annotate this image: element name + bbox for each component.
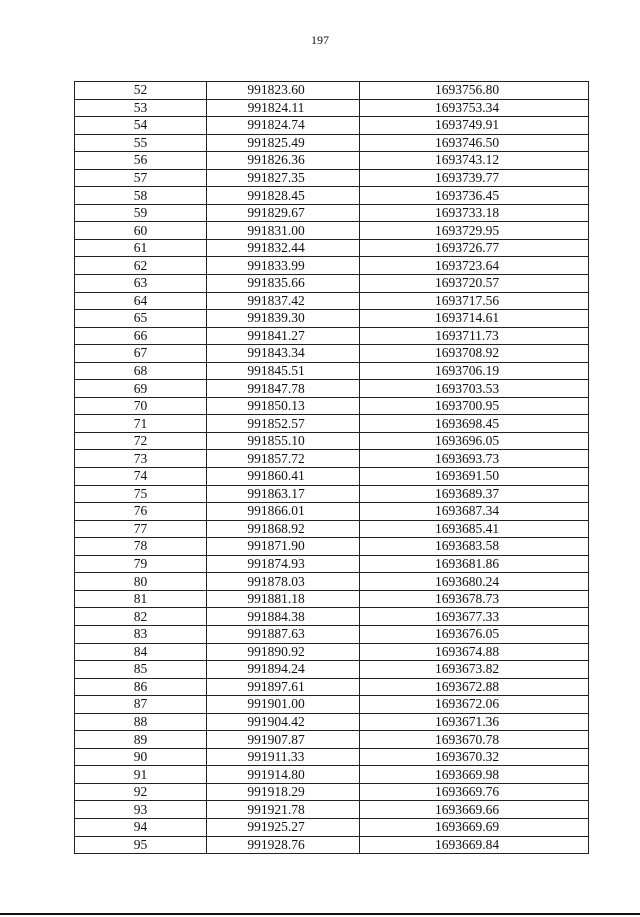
y-coordinate-cell: 1693671.36 bbox=[360, 713, 589, 731]
table-row bbox=[75, 801, 589, 819]
y-coordinate-cell: 1693669.69 bbox=[360, 818, 589, 836]
point-number-cell: 61 bbox=[75, 239, 207, 257]
y-coordinate-cell: 1693700.95 bbox=[360, 397, 589, 415]
point-number-cell: 60 bbox=[75, 222, 207, 240]
x-coordinate-cell: 991887.63 bbox=[207, 625, 360, 643]
x-coordinate-cell: 991827.35 bbox=[207, 169, 360, 187]
point-number-cell: 73 bbox=[75, 450, 207, 468]
table-row bbox=[75, 608, 589, 626]
point-number-cell: 94 bbox=[75, 818, 207, 836]
x-coordinate-cell: 991825.49 bbox=[207, 134, 360, 152]
point-number-cell: 91 bbox=[75, 766, 207, 784]
point-number-cell: 57 bbox=[75, 169, 207, 187]
x-coordinate-cell: 991835.66 bbox=[207, 275, 360, 293]
coordinates-table-body bbox=[75, 82, 589, 854]
y-coordinate-cell: 1693743.12 bbox=[360, 152, 589, 170]
x-coordinate-cell: 991824.11 bbox=[207, 99, 360, 117]
table-row bbox=[75, 380, 589, 398]
x-coordinate-cell: 991918.29 bbox=[207, 783, 360, 801]
y-coordinate-cell: 1693670.32 bbox=[360, 748, 589, 766]
x-coordinate-cell: 991828.45 bbox=[207, 187, 360, 205]
point-number-cell: 93 bbox=[75, 801, 207, 819]
point-number-cell: 64 bbox=[75, 292, 207, 310]
point-number-cell: 59 bbox=[75, 204, 207, 222]
y-coordinate-cell: 1693677.33 bbox=[360, 608, 589, 626]
point-number-cell: 95 bbox=[75, 836, 207, 854]
y-coordinate-cell: 1693680.24 bbox=[360, 573, 589, 591]
table-row bbox=[75, 450, 589, 468]
y-coordinate-cell: 1693706.19 bbox=[360, 362, 589, 380]
table-row bbox=[75, 415, 589, 433]
x-coordinate-cell: 991843.34 bbox=[207, 345, 360, 363]
point-number-cell: 87 bbox=[75, 696, 207, 714]
x-coordinate-cell: 991911.33 bbox=[207, 748, 360, 766]
point-number-cell: 76 bbox=[75, 503, 207, 521]
point-number-cell: 85 bbox=[75, 661, 207, 679]
bottom-rule bbox=[0, 913, 640, 915]
point-number-cell: 84 bbox=[75, 643, 207, 661]
table-row bbox=[75, 204, 589, 222]
y-coordinate-cell: 1693703.53 bbox=[360, 380, 589, 398]
y-coordinate-cell: 1693729.95 bbox=[360, 222, 589, 240]
y-coordinate-cell: 1693746.50 bbox=[360, 134, 589, 152]
y-coordinate-cell: 1693714.61 bbox=[360, 310, 589, 328]
table-row bbox=[75, 222, 589, 240]
point-number-cell: 83 bbox=[75, 625, 207, 643]
point-number-cell: 74 bbox=[75, 468, 207, 486]
x-coordinate-cell: 991841.27 bbox=[207, 327, 360, 345]
table-row bbox=[75, 187, 589, 205]
x-coordinate-cell: 991829.67 bbox=[207, 204, 360, 222]
point-number-cell: 63 bbox=[75, 275, 207, 293]
table-row bbox=[75, 748, 589, 766]
x-coordinate-cell: 991863.17 bbox=[207, 485, 360, 503]
table-row bbox=[75, 275, 589, 293]
table-row bbox=[75, 643, 589, 661]
x-coordinate-cell: 991824.74 bbox=[207, 117, 360, 135]
point-number-cell: 71 bbox=[75, 415, 207, 433]
point-number-cell: 62 bbox=[75, 257, 207, 275]
x-coordinate-cell: 991826.36 bbox=[207, 152, 360, 170]
x-coordinate-cell: 991866.01 bbox=[207, 503, 360, 521]
table-row bbox=[75, 345, 589, 363]
x-coordinate-cell: 991890.92 bbox=[207, 643, 360, 661]
x-coordinate-cell: 991921.78 bbox=[207, 801, 360, 819]
table-row bbox=[75, 310, 589, 328]
x-coordinate-cell: 991884.38 bbox=[207, 608, 360, 626]
point-number-cell: 52 bbox=[75, 82, 207, 100]
y-coordinate-cell: 1693670.78 bbox=[360, 731, 589, 749]
point-number-cell: 90 bbox=[75, 748, 207, 766]
y-coordinate-cell: 1693708.92 bbox=[360, 345, 589, 363]
y-coordinate-cell: 1693749.91 bbox=[360, 117, 589, 135]
table-row bbox=[75, 239, 589, 257]
table-row bbox=[75, 818, 589, 836]
table-row bbox=[75, 573, 589, 591]
table-row bbox=[75, 538, 589, 556]
table-row bbox=[75, 152, 589, 170]
y-coordinate-cell: 1693669.76 bbox=[360, 783, 589, 801]
y-coordinate-cell: 1693687.34 bbox=[360, 503, 589, 521]
point-number-cell: 72 bbox=[75, 432, 207, 450]
y-coordinate-cell: 1693739.77 bbox=[360, 169, 589, 187]
y-coordinate-cell: 1693726.77 bbox=[360, 239, 589, 257]
point-number-cell: 92 bbox=[75, 783, 207, 801]
x-coordinate-cell: 991839.30 bbox=[207, 310, 360, 328]
point-number-cell: 67 bbox=[75, 345, 207, 363]
point-number-cell: 79 bbox=[75, 555, 207, 573]
x-coordinate-cell: 991845.51 bbox=[207, 362, 360, 380]
table-row bbox=[75, 625, 589, 643]
y-coordinate-cell: 1693672.06 bbox=[360, 696, 589, 714]
table-row bbox=[75, 99, 589, 117]
point-number-cell: 78 bbox=[75, 538, 207, 556]
y-coordinate-cell: 1693693.73 bbox=[360, 450, 589, 468]
x-coordinate-cell: 991881.18 bbox=[207, 590, 360, 608]
point-number-cell: 66 bbox=[75, 327, 207, 345]
y-coordinate-cell: 1693674.88 bbox=[360, 643, 589, 661]
table-row bbox=[75, 257, 589, 275]
x-coordinate-cell: 991837.42 bbox=[207, 292, 360, 310]
point-number-cell: 55 bbox=[75, 134, 207, 152]
y-coordinate-cell: 1693669.84 bbox=[360, 836, 589, 854]
table-row bbox=[75, 362, 589, 380]
table-row bbox=[75, 468, 589, 486]
y-coordinate-cell: 1693753.34 bbox=[360, 99, 589, 117]
y-coordinate-cell: 1693672.88 bbox=[360, 678, 589, 696]
y-coordinate-cell: 1693756.80 bbox=[360, 82, 589, 100]
y-coordinate-cell: 1693711.73 bbox=[360, 327, 589, 345]
point-number-cell: 86 bbox=[75, 678, 207, 696]
y-coordinate-cell: 1693685.41 bbox=[360, 520, 589, 538]
x-coordinate-cell: 991857.72 bbox=[207, 450, 360, 468]
x-coordinate-cell: 991928.76 bbox=[207, 836, 360, 854]
x-coordinate-cell: 991852.57 bbox=[207, 415, 360, 433]
x-coordinate-cell: 991897.61 bbox=[207, 678, 360, 696]
table-row bbox=[75, 766, 589, 784]
x-coordinate-cell: 991833.99 bbox=[207, 257, 360, 275]
table-row bbox=[75, 432, 589, 450]
y-coordinate-cell: 1693681.86 bbox=[360, 555, 589, 573]
y-coordinate-cell: 1693723.64 bbox=[360, 257, 589, 275]
table-row bbox=[75, 678, 589, 696]
point-number-cell: 80 bbox=[75, 573, 207, 591]
y-coordinate-cell: 1693720.57 bbox=[360, 275, 589, 293]
point-number-cell: 89 bbox=[75, 731, 207, 749]
y-coordinate-cell: 1693733.18 bbox=[360, 204, 589, 222]
table-row bbox=[75, 397, 589, 415]
table-row bbox=[75, 520, 589, 538]
coordinates-table bbox=[74, 81, 589, 854]
x-coordinate-cell: 991871.90 bbox=[207, 538, 360, 556]
x-coordinate-cell: 991847.78 bbox=[207, 380, 360, 398]
x-coordinate-cell: 991874.93 bbox=[207, 555, 360, 573]
y-coordinate-cell: 1693669.98 bbox=[360, 766, 589, 784]
table-row bbox=[75, 713, 589, 731]
x-coordinate-cell: 991860.41 bbox=[207, 468, 360, 486]
x-coordinate-cell: 991832.44 bbox=[207, 239, 360, 257]
table-row bbox=[75, 696, 589, 714]
point-number-cell: 68 bbox=[75, 362, 207, 380]
point-number-cell: 81 bbox=[75, 590, 207, 608]
point-number-cell: 65 bbox=[75, 310, 207, 328]
point-number-cell: 70 bbox=[75, 397, 207, 415]
table-row bbox=[75, 82, 589, 100]
point-number-cell: 75 bbox=[75, 485, 207, 503]
y-coordinate-cell: 1693698.45 bbox=[360, 415, 589, 433]
x-coordinate-cell: 991914.80 bbox=[207, 766, 360, 784]
table-row bbox=[75, 169, 589, 187]
table-row bbox=[75, 590, 589, 608]
point-number-cell: 69 bbox=[75, 380, 207, 398]
table-row bbox=[75, 485, 589, 503]
x-coordinate-cell: 991925.27 bbox=[207, 818, 360, 836]
x-coordinate-cell: 991823.60 bbox=[207, 82, 360, 100]
point-number-cell: 54 bbox=[75, 117, 207, 135]
table-row bbox=[75, 555, 589, 573]
y-coordinate-cell: 1693696.05 bbox=[360, 432, 589, 450]
table-row bbox=[75, 327, 589, 345]
table-row bbox=[75, 503, 589, 521]
x-coordinate-cell: 991907.87 bbox=[207, 731, 360, 749]
page-number: 197 bbox=[311, 33, 329, 47]
y-coordinate-cell: 1693717.56 bbox=[360, 292, 589, 310]
y-coordinate-cell: 1693736.45 bbox=[360, 187, 589, 205]
point-number-cell: 82 bbox=[75, 608, 207, 626]
table-row bbox=[75, 783, 589, 801]
x-coordinate-cell: 991904.42 bbox=[207, 713, 360, 731]
y-coordinate-cell: 1693678.73 bbox=[360, 590, 589, 608]
point-number-cell: 53 bbox=[75, 99, 207, 117]
table-row bbox=[75, 661, 589, 679]
x-coordinate-cell: 991878.03 bbox=[207, 573, 360, 591]
table-row bbox=[75, 117, 589, 135]
point-number-cell: 88 bbox=[75, 713, 207, 731]
y-coordinate-cell: 1693676.05 bbox=[360, 625, 589, 643]
table-row bbox=[75, 731, 589, 749]
y-coordinate-cell: 1693673.82 bbox=[360, 661, 589, 679]
y-coordinate-cell: 1693691.50 bbox=[360, 468, 589, 486]
x-coordinate-cell: 991901.00 bbox=[207, 696, 360, 714]
table-row bbox=[75, 292, 589, 310]
x-coordinate-cell: 991894.24 bbox=[207, 661, 360, 679]
x-coordinate-cell: 991855.10 bbox=[207, 432, 360, 450]
point-number-cell: 56 bbox=[75, 152, 207, 170]
x-coordinate-cell: 991868.92 bbox=[207, 520, 360, 538]
x-coordinate-cell: 991850.13 bbox=[207, 397, 360, 415]
point-number-cell: 77 bbox=[75, 520, 207, 538]
table-row bbox=[75, 134, 589, 152]
y-coordinate-cell: 1693683.58 bbox=[360, 538, 589, 556]
table-row bbox=[75, 836, 589, 854]
point-number-cell: 58 bbox=[75, 187, 207, 205]
y-coordinate-cell: 1693669.66 bbox=[360, 801, 589, 819]
x-coordinate-cell: 991831.00 bbox=[207, 222, 360, 240]
y-coordinate-cell: 1693689.37 bbox=[360, 485, 589, 503]
